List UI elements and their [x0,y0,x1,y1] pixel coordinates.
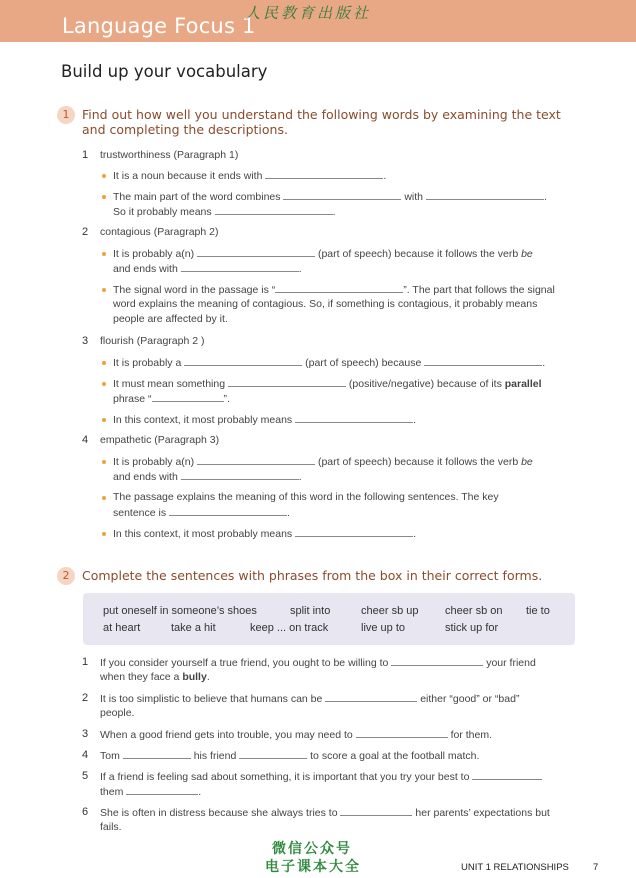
answer-blank[interactable] [215,205,333,215]
answer-blank[interactable] [295,413,413,423]
item-3-bullet-3: In this context, it most probably means . [113,414,417,426]
phrase: tie to [526,605,550,617]
item-4-number: 4 [82,434,89,446]
bullet [102,195,106,199]
sentence-3: When a good friend gets into trouble, you may need to for them. [100,729,493,741]
sentence-5-cont: them . [100,786,202,798]
page-number: 7 [593,862,599,873]
sentence-4: Tom his friend to score a goal at the football match. [100,750,480,762]
item-3-bullet-1: It is probably a (part of speech) because . [113,357,546,369]
phrase: put oneself in someone’s shoes [103,605,257,617]
item-3-word: flourish (Paragraph 2 ) [100,335,205,347]
item-1-bullet-2: The main part of the word combines with . [113,191,547,203]
item-2-bullet-2-cont2: people are affected by it. [113,313,228,325]
phrase: cheer sb on [445,605,503,617]
answer-blank[interactable] [391,656,483,666]
bullet [102,460,106,464]
phrase: at heart [103,622,141,634]
item-2-number: 2 [82,226,89,238]
phrase: cheer sb up [361,605,419,617]
answer-blank[interactable] [275,283,403,293]
sentence-6-number: 6 [82,806,89,818]
answer-blank[interactable] [126,785,198,795]
item-2-word: contagious (Paragraph 2) [100,226,219,238]
item-4-bullet-1-cont: and ends with . [113,471,302,483]
item-1-bullet-1: It is a noun because it ends with . [113,170,387,182]
bullet [102,496,106,500]
item-2-bullet-2-cont: word explains the meaning of contagious. So, if something is contagious, it probably means [113,298,538,310]
answer-blank[interactable] [239,749,307,759]
sentence-2-number: 2 [82,692,89,704]
phrase: keep ... on track [250,622,329,634]
item-4-bullet-1: It is probably a(n) (part of speech) because it follows the verb be [113,456,533,468]
item-2-bullet-2: The signal word in the passage is “ ”. The part that follows the signal [113,284,555,296]
item-2-bullet-1-cont: and ends with . [113,263,302,275]
item-1-number: 1 [82,149,89,161]
phrase: live up to [361,622,406,634]
sentence-2: It is too simplistic to believe that humans can be either “good” or “bad” [100,693,520,705]
answer-blank[interactable] [181,470,299,480]
sentence-5: If a friend is feeling sad about something, it is important that you try your best to [100,770,542,783]
task-1-instruction-line-2: and completing the descriptions. [82,122,288,137]
answer-blank[interactable] [356,728,448,738]
item-1-word: trustworthiness (Paragraph 1) [100,149,239,161]
watermark-line-1: 微信公众号 [272,841,352,857]
answer-blank[interactable] [424,356,542,366]
task-1-number: 1 [57,106,75,124]
bullet [102,174,106,178]
phrase: split into [290,605,331,617]
page-header [0,0,636,42]
sentence-6: She is often in distress because she always tries to her parents’ expectations but [100,807,550,819]
answer-blank[interactable] [184,356,302,366]
task-2-instruction: Complete the sentences with phrases from the box in their correct forms. [82,568,543,583]
answer-blank[interactable] [197,247,315,257]
item-3-bullet-2: It must mean something (positive/negative) because of its parallel [113,378,542,390]
item-3-number: 3 [82,335,89,347]
bullet [102,288,106,292]
phrase: take a hit [171,622,216,634]
item-4-bullet-2: The passage explains the meaning of this word in the following sentences. The key [113,491,499,503]
sentence-2-cont: people. [100,707,135,719]
answer-blank[interactable] [197,455,315,465]
sentence-5-number: 5 [82,770,89,782]
item-3-bullet-2-cont: phrase “ ”. [113,393,230,405]
item-4-word: empathetic (Paragraph 3) [100,434,220,446]
answer-blank[interactable] [283,190,401,200]
item-4-bullet-3: In this context, it most probably means . [113,528,417,540]
sentence-1-cont: when they face a bully. [100,671,210,683]
task-2-number: 2 [57,567,75,585]
answer-blank[interactable] [325,692,417,702]
answer-blank[interactable] [295,527,413,537]
item-4-bullet-2-cont: sentence is . [113,507,290,519]
bullet [102,532,106,536]
sentence-3-number: 3 [82,728,89,740]
bullet [102,252,106,256]
watermark-line-2: 电子课本大全 [265,859,361,875]
bullet [102,382,106,386]
answer-blank[interactable] [152,392,224,402]
answer-blank[interactable] [169,506,287,516]
answer-blank[interactable] [123,749,191,759]
phrase: stick up for [445,622,499,634]
sentence-4-number: 4 [82,749,89,761]
answer-blank[interactable] [472,770,542,780]
answer-blank[interactable] [265,169,383,179]
sentence-1-number: 1 [82,656,89,668]
sentence-6-cont: fails. [100,821,122,833]
section-title: Build up your vocabulary [61,62,268,81]
answer-blank[interactable] [340,806,412,816]
answer-blank[interactable] [426,190,544,200]
page-title: Language Focus 1 [62,14,256,38]
item-2-bullet-1: It is probably a(n) (part of speech) because it follows the verb be [113,248,533,260]
answer-blank[interactable] [228,377,346,387]
item-1-bullet-2-cont: So it probably means . [113,206,336,218]
publisher-name: 人民教育出版社 [245,4,372,22]
bullet [102,418,106,422]
bullet [102,361,106,365]
sentence-1: If you consider yourself a true friend, you ought to be willing to your friend [100,657,536,669]
footer-unit: UNIT 1 RELATIONSHIPS [461,862,569,873]
phrase-box [83,593,575,645]
task-1-instruction-line-1: Find out how well you understand the following words by examining the text [82,107,561,122]
answer-blank[interactable] [181,262,299,272]
